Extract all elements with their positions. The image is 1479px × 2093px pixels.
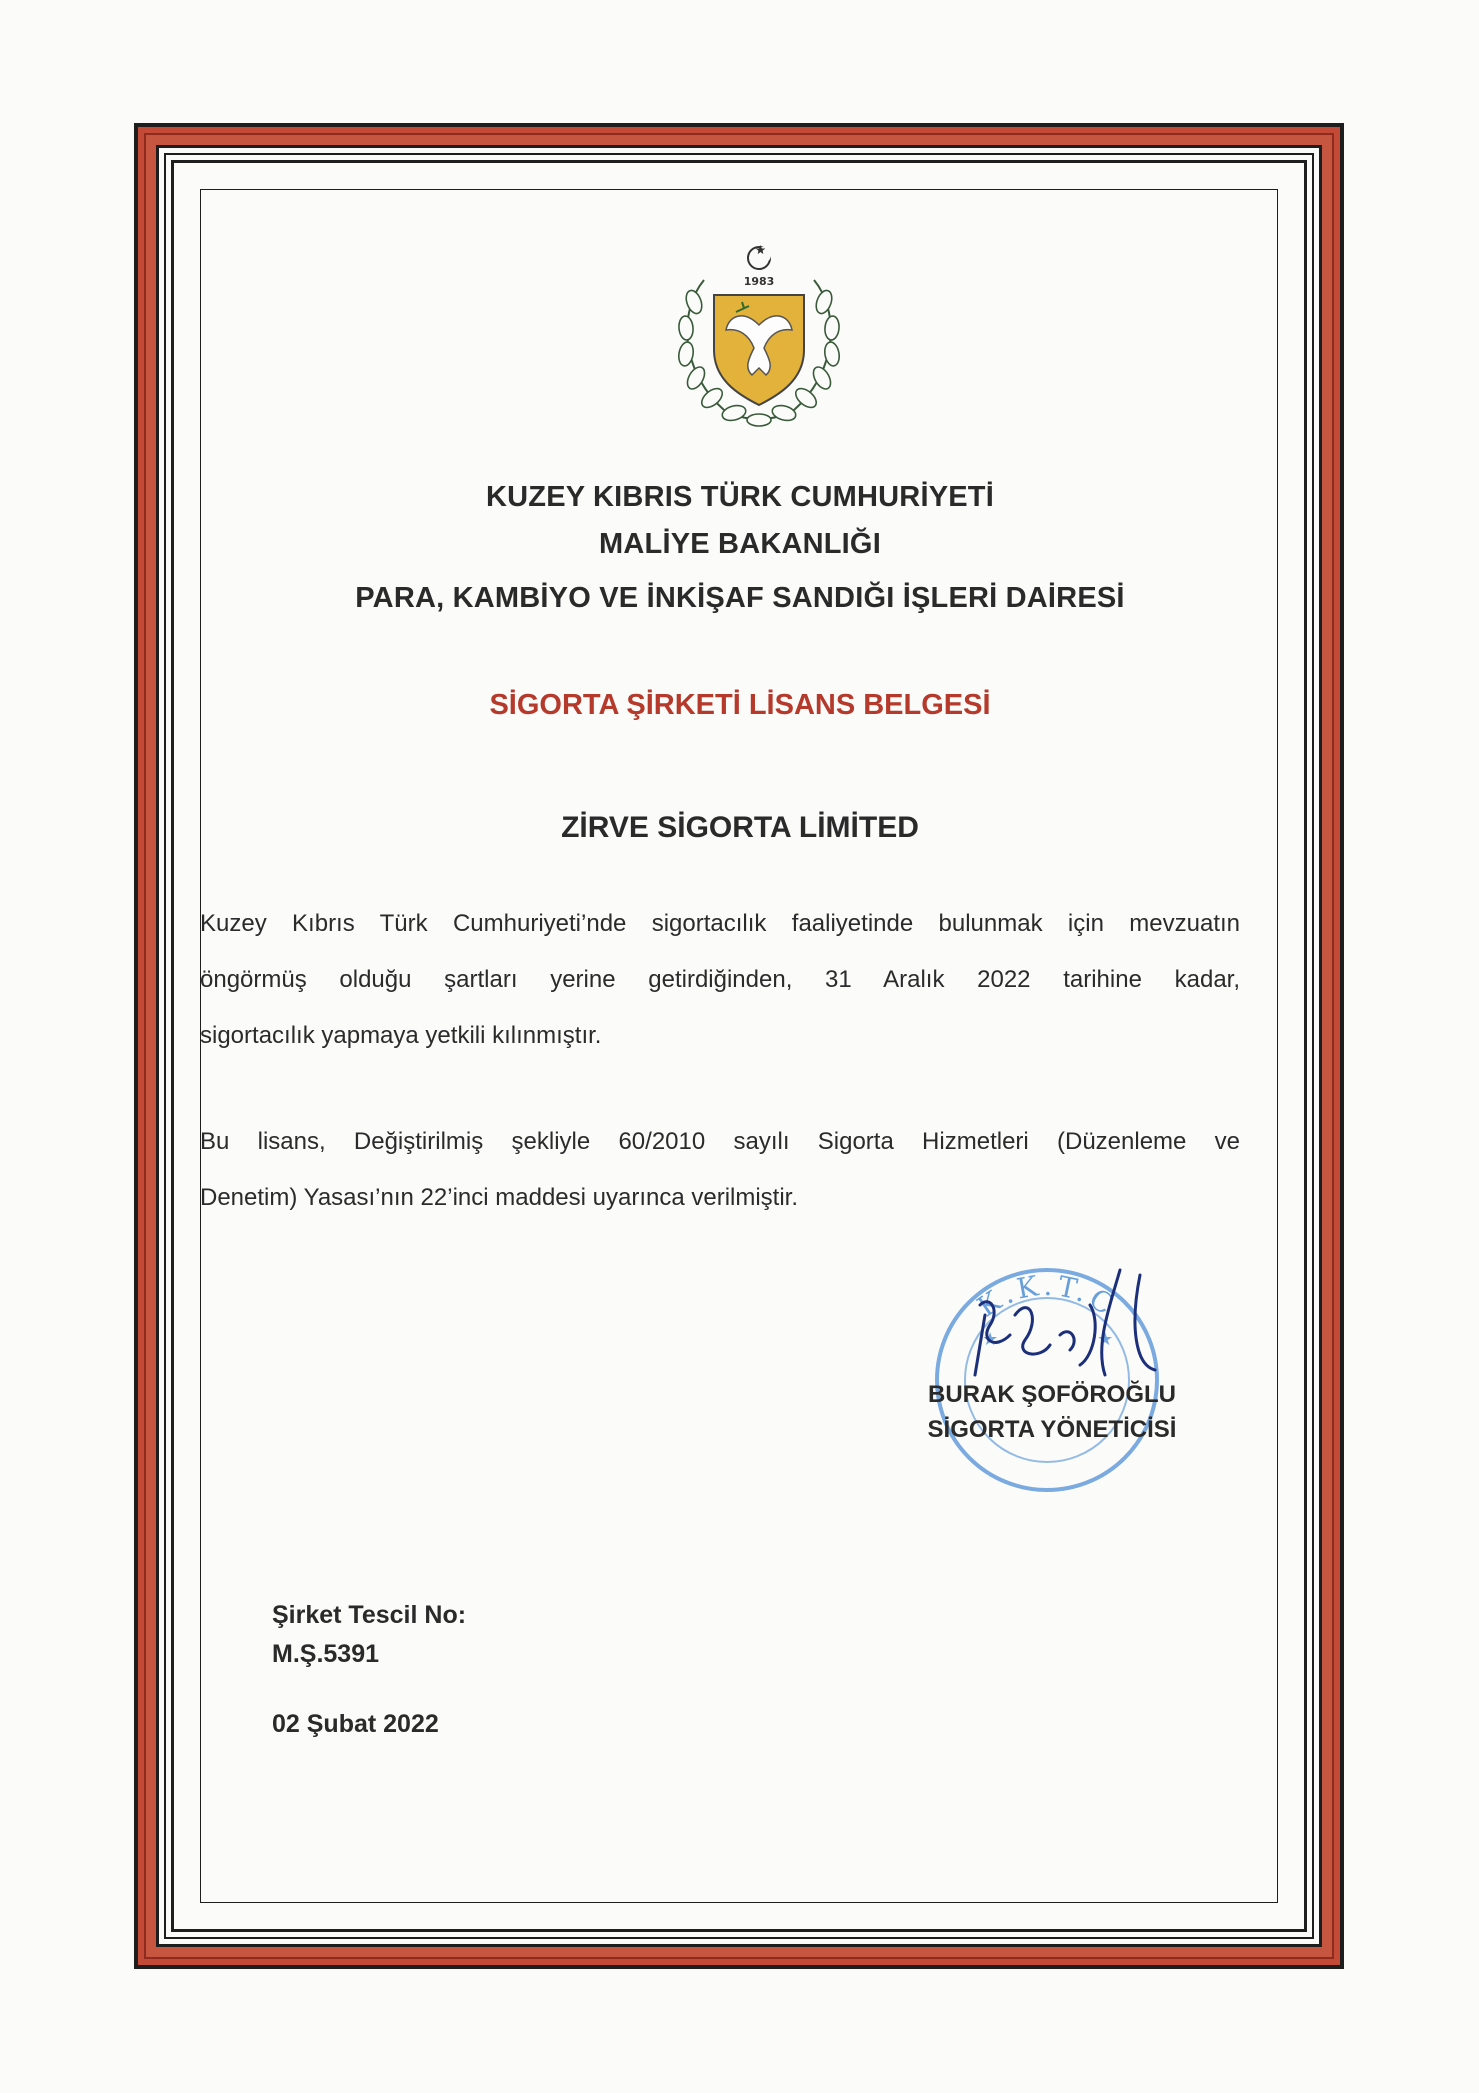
svg-text:★: ★ [1097,1329,1114,1349]
registration-label: Şirket Tescil No: [272,1601,467,1629]
emblem-year: 1983 [743,275,775,288]
paragraph-line: sigortacılık yapmaya yetkili kılınmıştır. [200,1022,602,1049]
registration-number: M.Ş.5391 [272,1640,380,1668]
paragraph-line: Kuzey Kıbrıs Türk Cumhuriyeti’nde sigortacılık faaliyetinde bulunmak için mevzuatın [200,910,1240,937]
paragraph-line: Bu lisans, Değiştirilmiş şekliyle 60/2010 sayılı Sigorta Hizmetleri (Düzenleme ve [200,1128,1240,1155]
signer-name: BURAK ŞOFÖROĞLU [928,1381,1176,1408]
coat-of-arms-emblem [664,240,854,440]
svg-text:★: ★ [982,1329,999,1349]
header-ministry: MALİYE BAKANLIĞI [599,528,881,560]
paragraph-line: Denetim) Yasası’nın 22’inci maddesi uyarınca verilmiştir. [200,1184,799,1211]
issue-date: 02 Şubat 2022 [272,1710,439,1738]
license-paragraph-2 [200,1114,1240,1226]
company-name: ZİRVE SİGORTA LİMİTED [561,811,919,844]
signer-title: SİGORTA YÖNETİCİSİ [927,1416,1177,1443]
header-country: KUZEY KIBRIS TÜRK CUMHURİYETİ [486,481,994,513]
stamp-text: K.K.T.C [971,1268,1123,1324]
license-title: SİGORTA ŞİRKETİ LİSANS BELGESİ [489,689,991,721]
license-paragraph-1 [200,896,1240,1064]
header-department: PARA, KAMBİYO VE İNKİŞAF SANDIĞI İŞLERİ DAİRESİ [355,582,1125,614]
paragraph-line: öngörmüş olduğu şartları yerine getirdiğinden, 31 Aralık 2022 tarihine kadar, [200,966,1240,993]
